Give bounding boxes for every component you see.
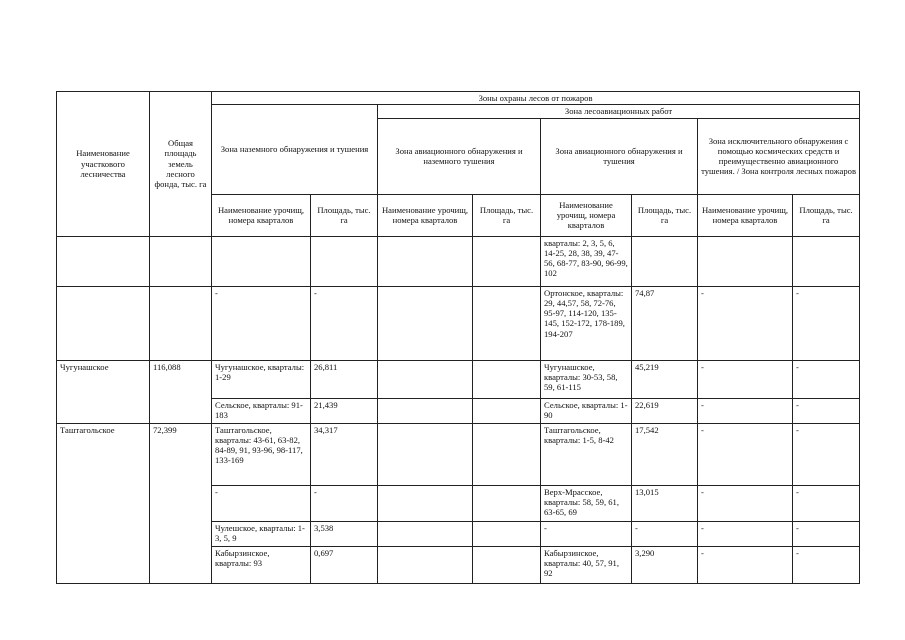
cell: -: [698, 485, 793, 521]
cell: -: [698, 398, 793, 423]
cell: 26,811: [311, 360, 378, 398]
cell: 21,439: [311, 398, 378, 423]
header-area: Общая площадь земель лесного фонда, тыс. га: [150, 92, 212, 237]
cell: -: [541, 521, 632, 546]
cell: -: [311, 286, 378, 360]
cell: Сельское, кварталы: 1-90: [541, 398, 632, 423]
cell: -: [212, 286, 311, 360]
cell: -: [793, 546, 860, 583]
cell: [378, 360, 473, 398]
cell: -: [632, 521, 698, 546]
cell: -: [793, 286, 860, 360]
subheader-area: Площадь, тыс. га: [793, 194, 860, 236]
cell: [212, 236, 311, 286]
cell: -: [212, 485, 311, 521]
cell: [473, 485, 541, 521]
cell: 22,619: [632, 398, 698, 423]
header-air-zone: Зона авиационного обнаружения и тушения: [541, 118, 698, 194]
cell: [473, 521, 541, 546]
cell: [378, 398, 473, 423]
cell: -: [698, 521, 793, 546]
cell-total-area: 72,399: [150, 423, 212, 583]
cell: Кабырзинское, кварталы: 40, 57, 91, 92: [541, 546, 632, 583]
cell: -: [698, 286, 793, 360]
cell: [378, 485, 473, 521]
cell: -: [698, 360, 793, 398]
cell: [378, 521, 473, 546]
cell: Чугунашское, кварталы: 1-29: [212, 360, 311, 398]
cell: -: [698, 423, 793, 485]
header-air-ground-zone: Зона авиационного обнаружения и наземного тушения: [378, 118, 541, 194]
cell: Верх-Мрасское, кварталы: 58, 59, 61, 63-65, 69: [541, 485, 632, 521]
subheader-area: Площадь, тыс. га: [311, 194, 378, 236]
cell: Сельское, кварталы: 91-183: [212, 398, 311, 423]
cell: [150, 286, 212, 360]
cell: Ортонское, кварталы: 29, 44,57, 58, 72-76, 95-97, 114-120, 135-145, 152-172, 178-189, 194-207: [541, 286, 632, 360]
subheader-name: Наименование урочищ, номера кварталов: [378, 194, 473, 236]
cell: [473, 423, 541, 485]
cell-forestry-name: Таштагольское: [57, 423, 150, 583]
cell: Таштагольское, кварталы: 1-5, 8-42: [541, 423, 632, 485]
cell: -: [793, 521, 860, 546]
cell: [473, 398, 541, 423]
cell: 13,015: [632, 485, 698, 521]
cell: 34,317: [311, 423, 378, 485]
cell: [378, 236, 473, 286]
cell: -: [311, 485, 378, 521]
cell: [473, 546, 541, 583]
subheader-area: Площадь, тыс. га: [632, 194, 698, 236]
cell: [793, 236, 860, 286]
cell: [378, 546, 473, 583]
table-row: [57, 236, 860, 286]
cell: [632, 236, 698, 286]
cell: [57, 286, 150, 360]
cell: [57, 236, 150, 286]
header-zones: Зоны охраны лесов от пожаров: [212, 92, 860, 105]
cell: [150, 236, 212, 286]
cell-forestry-name: Чугунашское: [57, 360, 150, 423]
header-ground-zone: Зона наземного обнаружения и тушения: [212, 105, 378, 194]
cell: [378, 423, 473, 485]
cell: 74,87: [632, 286, 698, 360]
subheader-name: Наименование урочищ, номера кварталов: [541, 194, 632, 236]
subheader-name: Наименование урочищ, номера кварталов: [212, 194, 311, 236]
cell: кварталы: 2, 3, 5, 6, 14-25, 28, 38, 39, 47-56, 68-77, 83-90, 96-99, 102: [541, 236, 632, 286]
cell-total-area: 116,088: [150, 360, 212, 423]
cell: [311, 236, 378, 286]
cell: -: [793, 485, 860, 521]
cell: 0,697: [311, 546, 378, 583]
cell: 3,538: [311, 521, 378, 546]
cell: -: [698, 546, 793, 583]
cell: -: [793, 360, 860, 398]
cell: -: [793, 398, 860, 423]
cell: [473, 286, 541, 360]
cell: Кабырзинское, кварталы: 93: [212, 546, 311, 583]
cell: Таштагольское, кварталы: 43-61, 63-82, 84-89, 91, 93-96, 98-117, 133-169: [212, 423, 311, 485]
cell: -: [793, 423, 860, 485]
table-row: [57, 286, 860, 360]
cell: 45,219: [632, 360, 698, 398]
table-row: [57, 423, 860, 485]
forest-zones-table: [56, 91, 860, 584]
cell: 3,290: [632, 546, 698, 583]
cell: 17,542: [632, 423, 698, 485]
table-row: [57, 360, 860, 398]
header-aviation: Зона лесоавиационных работ: [378, 105, 860, 118]
cell: Чугунашское, кварталы: 30-53, 58, 59, 61-115: [541, 360, 632, 398]
header-name: Наименование участкового лесничества: [57, 92, 150, 237]
cell: [473, 236, 541, 286]
cell: [473, 360, 541, 398]
subheader-area: Площадь, тыс. га: [473, 194, 541, 236]
cell: Чулешское, кварталы: 1-3, 5, 9: [212, 521, 311, 546]
cell: [378, 286, 473, 360]
cell: [698, 236, 793, 286]
subheader-name: Наименование урочищ, номера кварталов: [698, 194, 793, 236]
header-space-zone: Зона исключительного обнаружения с помощью космических средств и преимущественно авиационного тушения. / Зона контроля лесных пожаров: [698, 118, 860, 194]
